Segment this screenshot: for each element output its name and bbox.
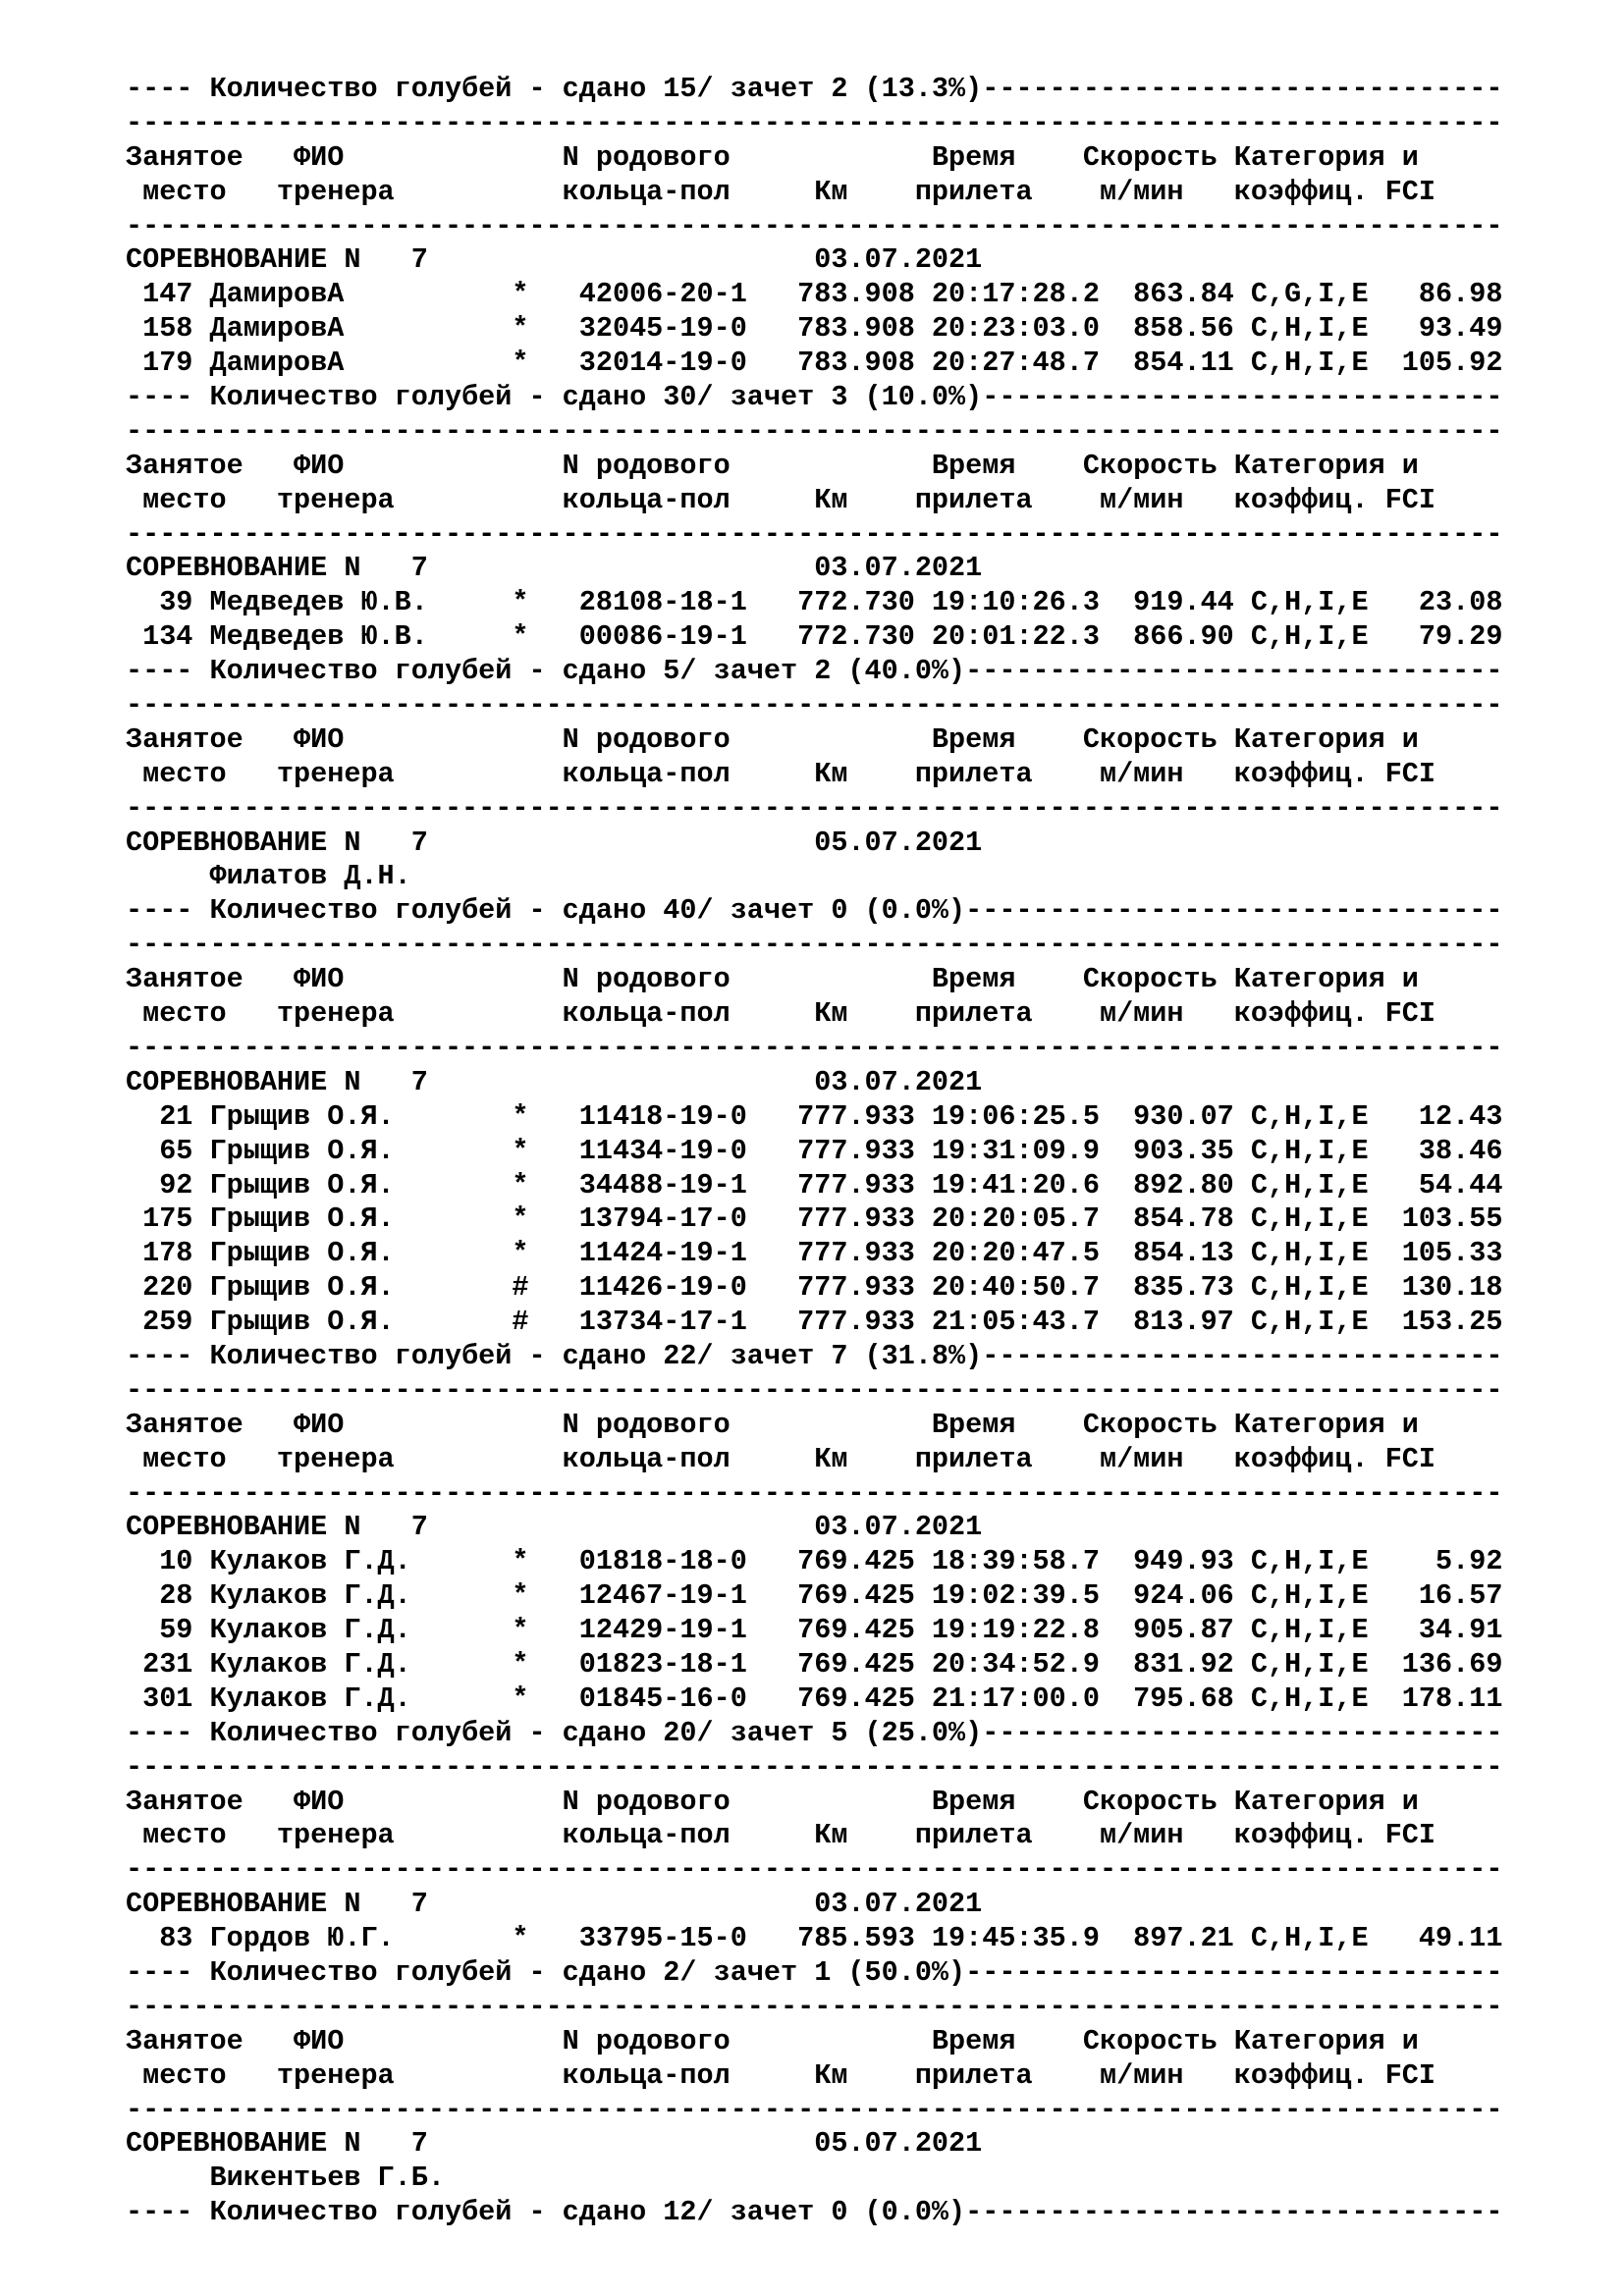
result-row: 175 Грыщив О.Я. * 13794-17-0 777.933 20:20:05.7 854.78 C,H,I,E 103.55 [126,1202,1503,1236]
participant-line: Викентьев Г.Б. [126,2162,445,2195]
separator-line: ---------------------------------------------------------------------------------- [126,1476,1503,1510]
column-header-line: место тренера кольца-пол Км прилета м/мин коэффиц. FCI [126,175,1436,208]
separator-line: ---------------------------------------------------------------------------------- [126,929,1503,962]
separator-line: ---------------------------------------------------------------------------------- [126,414,1503,448]
column-header-line: Занятое ФИО N родового Время Скорость Категория и [126,1785,1419,1818]
summary-line: ---- Количество голубей - сдано 15/ зачет 2 (13.3%)------------------------------- [126,73,1503,105]
result-row: 59 Кулаков Г.Д. * 12429-19-1 769.425 19:19:22.8 905.87 C,H,I,E 34.91 [126,1614,1503,1647]
column-header-line: место тренера кольца-пол Км прилета м/мин коэффиц. FCI [126,757,1436,790]
summary-line: ---- Количество голубей - сдано 2/ зачет 1 (50.0%)-------------------------------- [126,1955,1503,1989]
summary-line: ---- Количество голубей - сдано 22/ зачет 7 (31.8%)------------------------------- [126,1339,1503,1372]
competition-line: СОРЕВНОВАНИЕ N 7 05.07.2021 [126,826,983,859]
separator-line: ---------------------------------------------------------------------------------- [126,209,1503,242]
result-row: 178 Грыщив О.Я. * 11424-19-1 777.933 20:20:47.5 854.13 C,H,I,E 105.33 [126,1237,1503,1270]
column-header-line: Занятое ФИО N родового Время Скорость Категория и [126,140,1419,174]
summary-line: ---- Количество голубей - сдано 20/ зачет 5 (25.0%)------------------------------- [126,1716,1503,1749]
result-row: 259 Грыщив О.Я. # 13734-17-1 777.933 21:05:43.7 813.97 C,H,I,E 153.25 [126,1306,1503,1339]
result-row: 220 Грыщив О.Я. # 11426-19-0 777.933 20:40:50.7 835.73 C,H,I,E 130.18 [126,1271,1503,1305]
separator-line: ---------------------------------------------------------------------------------- [126,2093,1503,2126]
column-header-line: место тренера кольца-пол Км прилета м/мин коэффиц. FCI [126,997,1436,1031]
separator-line: ---------------------------------------------------------------------------------- [126,1031,1503,1064]
summary-line: ---- Количество голубей - сдано 30/ зачет 3 (10.0%)------------------------------- [126,381,1503,414]
summary-line: ---- Количество голубей - сдано 12/ зачет 0 (0.0%)-------------------------------- [126,2196,1503,2229]
separator-line: ---------------------------------------------------------------------------------- [126,1853,1503,1887]
separator-line: ---------------------------------------------------------------------------------- [126,1373,1503,1407]
summary-line: ---- Количество голубей - сдано 5/ зачет 2 (40.0%)-------------------------------- [126,655,1503,688]
result-row: 83 Гордов Ю.Г. * 33795-15-0 785.593 19:45:35.9 897.21 C,H,I,E 49.11 [126,1922,1503,1955]
column-header-line: Занятое ФИО N родового Время Скорость Категория и [126,1408,1419,1441]
column-header-line: Занятое ФИО N родового Время Скорость Категория и [126,722,1419,756]
competition-line: СОРЕВНОВАНИЕ N 7 03.07.2021 [126,1888,983,1921]
column-header-line: Занятое ФИО N родового Время Скорость Категория и [126,963,1419,996]
result-row: 92 Грыщив О.Я. * 34488-19-1 777.933 19:41:20.6 892.80 C,H,I,E 54.44 [126,1168,1503,1201]
column-header-line: место тренера кольца-пол Км прилета м/мин коэффиц. FCI [126,1442,1436,1475]
separator-line: ---------------------------------------------------------------------------------- [126,1990,1503,2023]
result-row: 10 Кулаков Г.Д. * 01818-18-0 769.425 18:39:58.7 949.93 C,H,I,E 5.92 [126,1545,1503,1578]
result-row: 179 ДамировА * 32014-19-0 783.908 20:27:48.7 854.11 C,H,I,E 105.92 [126,347,1503,380]
participant-line: Филатов Д.Н. [126,860,411,893]
separator-line: ---------------------------------------------------------------------------------- [126,1750,1503,1784]
result-row: 158 ДамировА * 32045-19-0 783.908 20:23:03.0 858.56 C,H,I,E 93.49 [126,312,1503,346]
column-header-line: место тренера кольца-пол Км прилета м/мин коэффиц. FCI [126,1819,1436,1852]
result-row: 134 Медведев Ю.В. * 00086-19-1 772.730 20:01:22.3 866.90 C,H,I,E 79.29 [126,620,1503,654]
separator-line: ---------------------------------------------------------------------------------- [126,689,1503,722]
result-row: 28 Кулаков Г.Д. * 12467-19-1 769.425 19:02:39.5 924.06 C,H,I,E 16.57 [126,1579,1503,1613]
result-row: 147 ДамировА * 42006-20-1 783.908 20:17:28.2 863.84 C,G,I,E 86.98 [126,278,1503,311]
result-row: 39 Медведев Ю.В. * 28108-18-1 772.730 19:10:26.3 919.44 C,H,I,E 23.08 [126,586,1503,619]
competition-line: СОРЕВНОВАНИЕ N 7 03.07.2021 [126,1511,983,1544]
competition-line: СОРЕВНОВАНИЕ N 7 03.07.2021 [126,243,983,277]
competition-line: СОРЕВНОВАНИЕ N 7 03.07.2021 [126,552,983,585]
competition-line: СОРЕВНОВАНИЕ N 7 05.07.2021 [126,2127,983,2161]
result-row: 231 Кулаков Г.Д. * 01823-18-1 769.425 20:34:52.9 831.92 C,H,I,E 136.69 [126,1647,1503,1681]
separator-line: ---------------------------------------------------------------------------------- [126,517,1503,551]
competition-line: СОРЕВНОВАНИЕ N 7 03.07.2021 [126,1065,983,1098]
column-header-line: место тренера кольца-пол Км прилета м/мин коэффиц. FCI [126,483,1436,516]
result-row: 65 Грыщив О.Я. * 11434-19-0 777.933 19:31:09.9 903.35 C,H,I,E 38.46 [126,1134,1503,1167]
column-header-line: Занятое ФИО N родового Время Скорость Категория и [126,2024,1419,2057]
summary-line: ---- Количество голубей - сдано 40/ зачет 0 (0.0%)-------------------------------- [126,894,1503,928]
separator-line: ---------------------------------------------------------------------------------- [126,791,1503,825]
results-printout [126,73,1598,2230]
column-header-line: место тренера кольца-пол Км прилета м/мин коэффиц. FCI [126,2058,1436,2092]
result-row: 301 Кулаков Г.Д. * 01845-16-0 769.425 21:17:00.0 795.68 C,H,I,E 178.11 [126,1682,1503,1715]
separator-line: ---------------------------------------------------------------------------------- [126,106,1503,139]
result-row: 21 Грыщив О.Я. * 11418-19-0 777.933 19:06:25.5 930.07 C,H,I,E 12.43 [126,1099,1503,1133]
column-header-line: Занятое ФИО N родового Время Скорость Категория и [126,449,1419,482]
